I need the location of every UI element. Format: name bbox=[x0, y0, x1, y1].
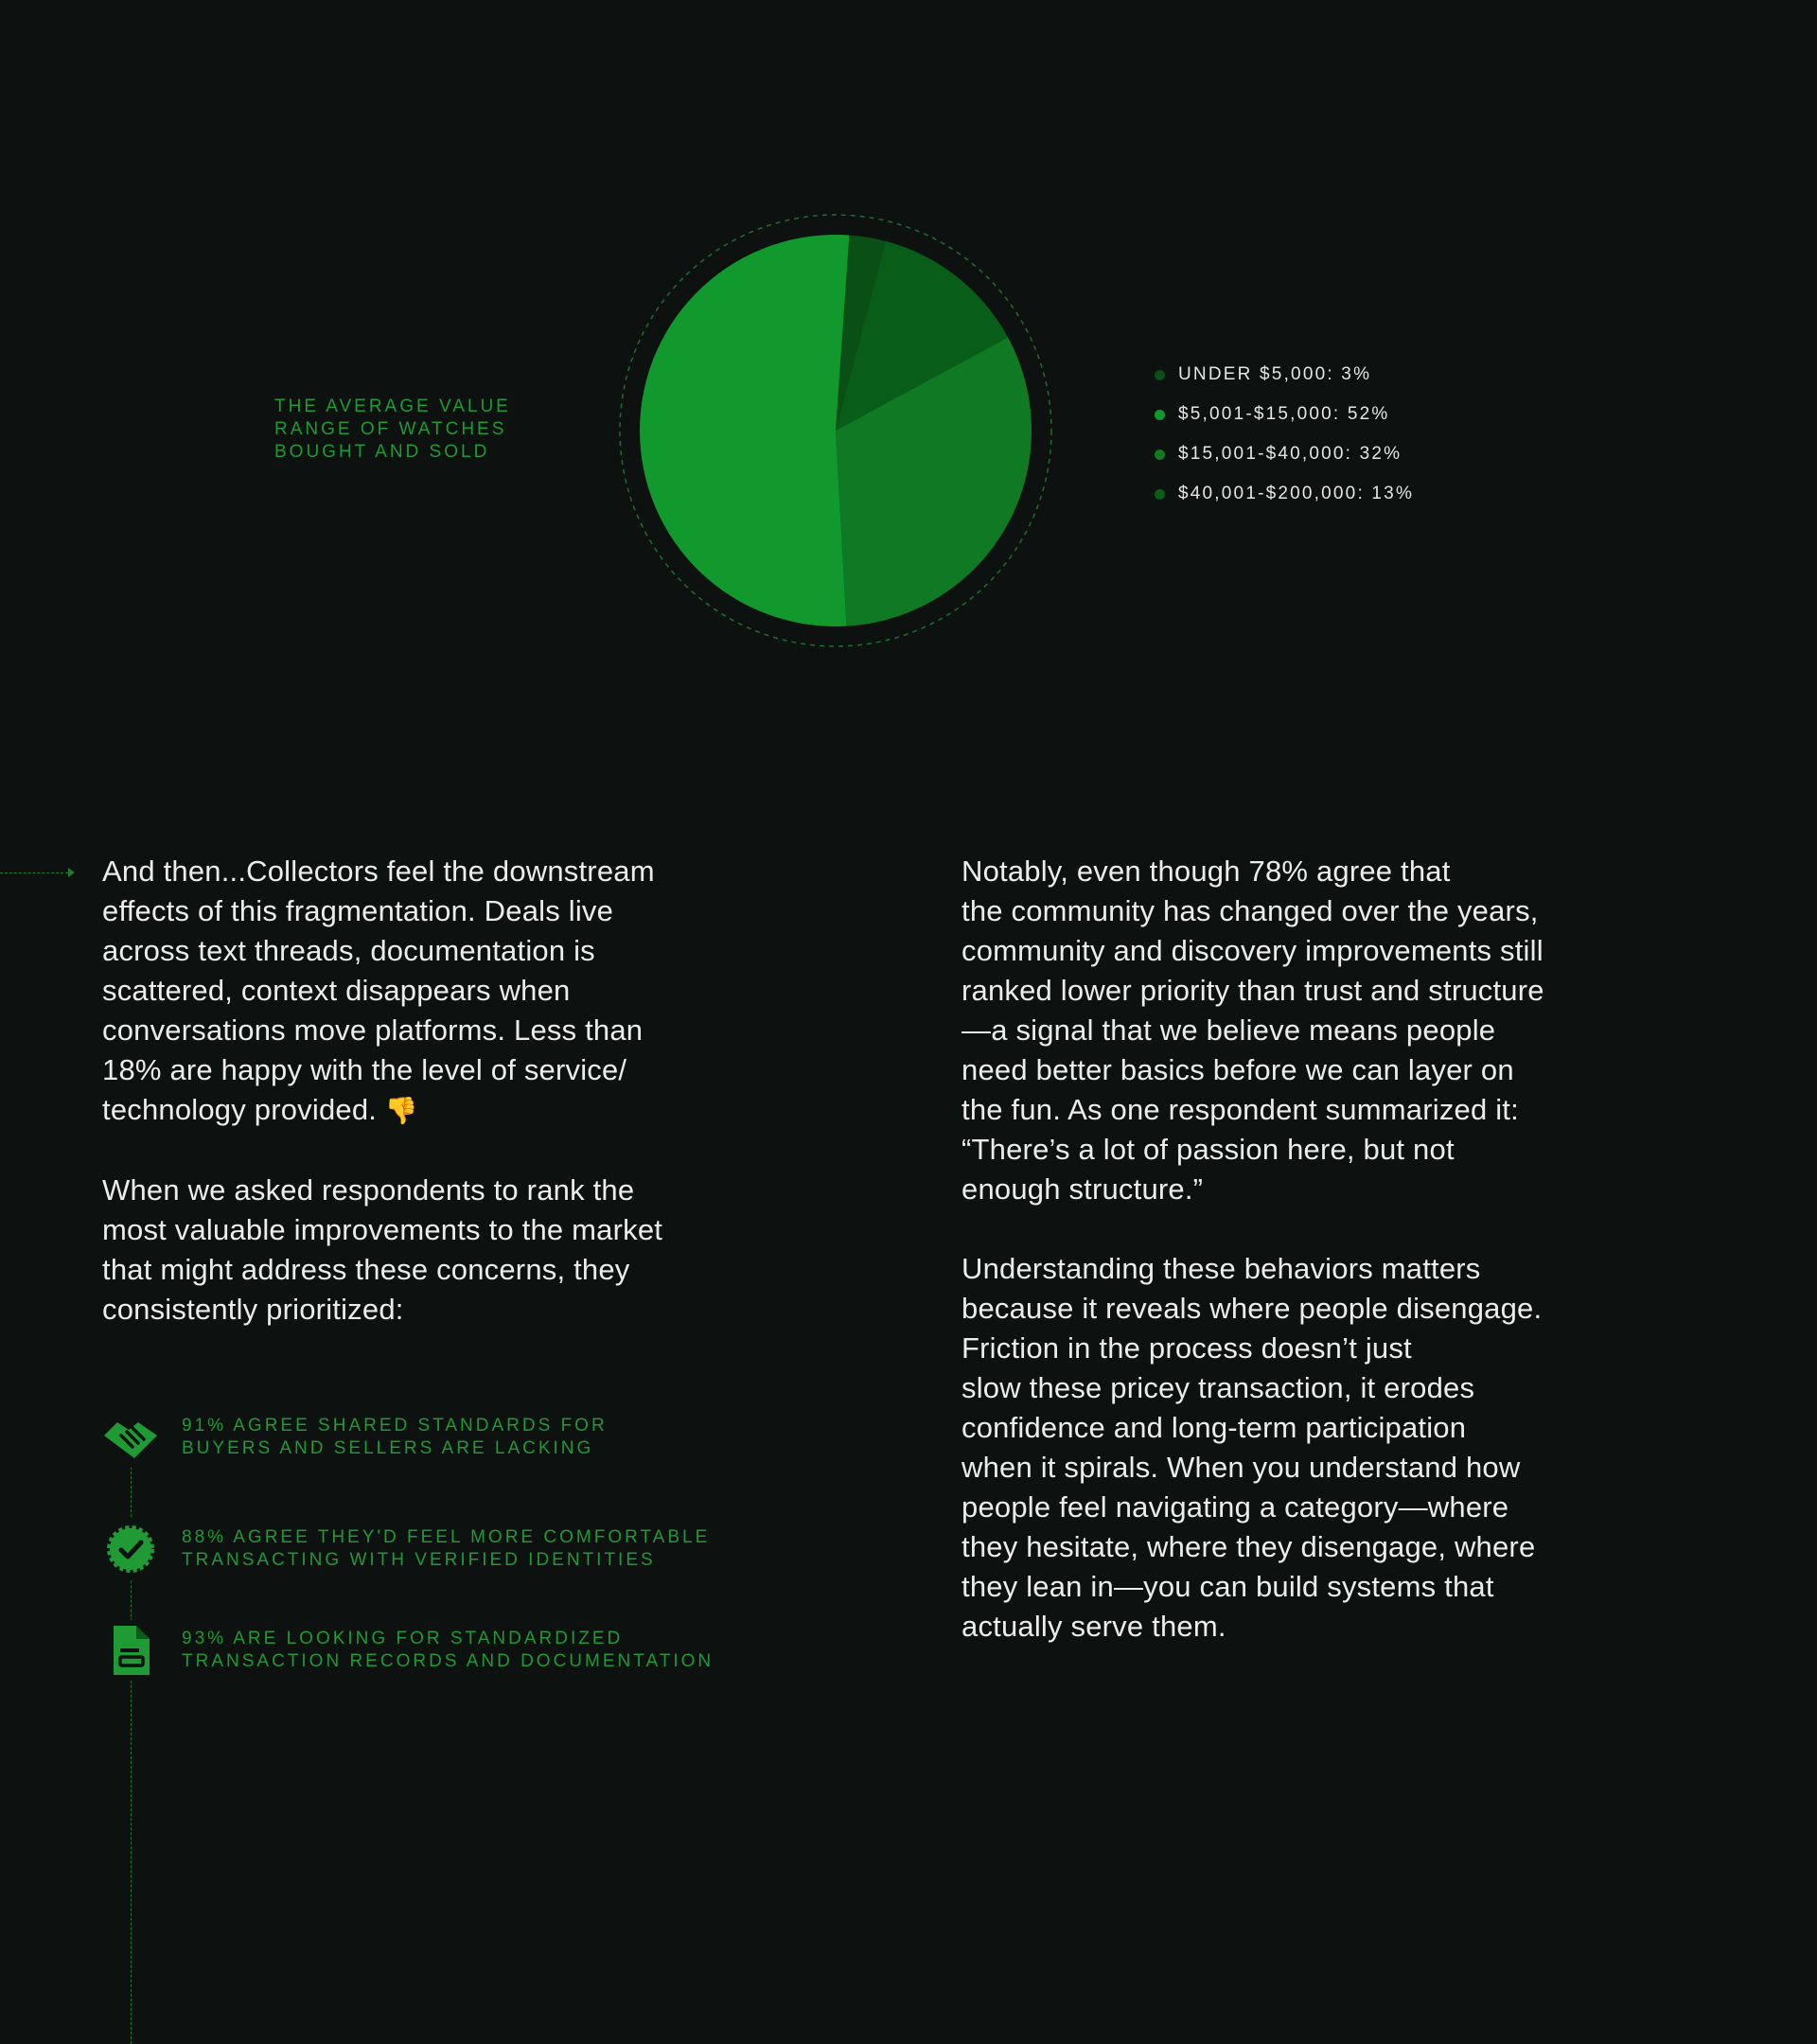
pie-slice bbox=[640, 235, 849, 626]
connector-arrow-icon bbox=[68, 868, 75, 877]
right-column bbox=[961, 852, 1681, 1686]
left-column bbox=[102, 852, 784, 1369]
stat-text: 91% AGREE SHARED STANDARDS FOR BUYERS AND SELLERS ARE LACKING bbox=[182, 1416, 608, 1458]
legend-item bbox=[1155, 355, 1533, 395]
legend-dot-icon bbox=[1155, 370, 1165, 380]
stat-text: 88% AGREE THEY'D FEEL MORE COMFORTABLE TRANSACTING WITH VERIFIED IDENTITIES bbox=[182, 1527, 711, 1570]
chart-caption: THE AVERAGE VALUE RANGE OF WATCHES BOUGHT AND SOLD bbox=[274, 396, 511, 462]
chart-legend bbox=[1155, 355, 1533, 514]
handshake-icon bbox=[100, 1407, 161, 1468]
left-paragraph-1 bbox=[102, 852, 784, 1131]
pie-chart bbox=[615, 210, 1056, 651]
document-icon bbox=[100, 1620, 161, 1681]
left-paragraph-2: When we asked respondents to rank the most valuable improvements to the market that might address these concerns, they consistently prioritized: bbox=[102, 1173, 663, 1326]
right-paragraph-2: Understanding these behaviors matters because it reveals where people disengage. Friction in the process doesn’t just slow these pricey transaction, it erodes confidence and long-term participation when it spirals. When you understand how people feel navigating a category—where they hesitate, where they disengage, where they lean in—you can build systems that actually serve them. bbox=[961, 1252, 1543, 1643]
legend-dot-icon bbox=[1155, 410, 1165, 420]
legend-label: $40,001-$200,000: 13% bbox=[1178, 484, 1415, 503]
legend-item bbox=[1155, 474, 1533, 514]
left-paragraph-1-text: And then...Collectors feel the downstream effects of this fragmentation. Deals live across text threads, documentation is scattered, context disappears when conversations move platforms. Less than 18% are happy with the level of service/ technology provided. bbox=[102, 855, 655, 1126]
stat-text: 93% ARE LOOKING FOR STANDARDIZED TRANSACTION RECORDS AND DOCUMENTATION bbox=[182, 1629, 714, 1671]
pie-slices bbox=[640, 235, 1032, 626]
legend-item bbox=[1155, 434, 1533, 474]
legend-label: UNDER $5,000: 3% bbox=[1178, 364, 1372, 384]
legend-item bbox=[1155, 395, 1533, 434]
legend-label: $15,001-$40,000: 32% bbox=[1178, 444, 1402, 464]
verified-badge-icon bbox=[100, 1519, 161, 1579]
legend-label: $5,001-$15,000: 52% bbox=[1178, 404, 1390, 424]
stat-item-records bbox=[100, 1620, 782, 1681]
legend-dot-icon bbox=[1155, 449, 1165, 460]
connector-line-horizontal bbox=[0, 872, 68, 873]
right-paragraph-1: Notably, even though 78% agree that the community has changed over the years, community and discovery improvements still ranked lower priority than trust and structure —a signal that we believe means people need better basics before we can layer on the fun. As one respondent summarized it: “There’s a lot of passion here, but not enough structure.” bbox=[961, 855, 1544, 1206]
stat-item-verified bbox=[100, 1519, 782, 1579]
thumbs-down-icon: 👎 bbox=[384, 1096, 418, 1125]
legend-dot-icon bbox=[1155, 489, 1165, 500]
stat-item-standards bbox=[100, 1407, 782, 1468]
